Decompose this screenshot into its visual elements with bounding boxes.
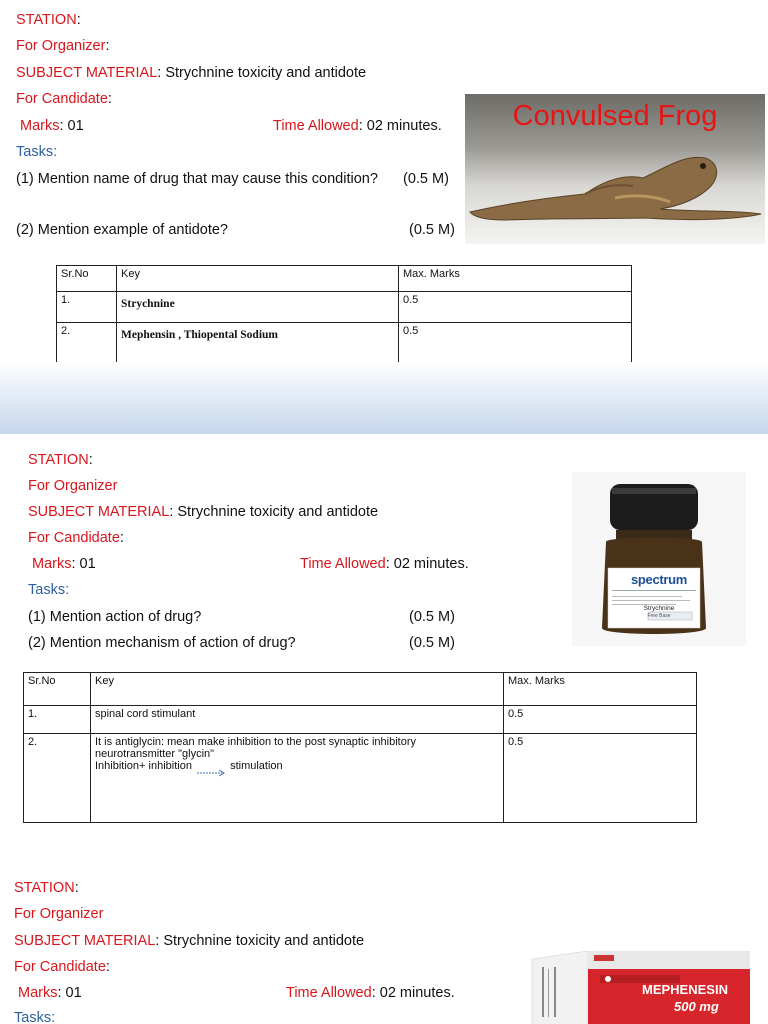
arrow-right-icon [195, 763, 227, 777]
time-line: Time Allowed: 02 minutes. [300, 556, 469, 572]
row-number: 1. [24, 706, 91, 734]
table-row [57, 292, 632, 323]
task-1-mark: (0.5 M) [403, 171, 449, 187]
marks-value: 01 [79, 556, 96, 572]
time-label: Time Allowed [273, 118, 359, 134]
subject-label: SUBJECT MATERIAL [16, 65, 158, 81]
candidate-line: For Candidate: [28, 530, 124, 546]
tasks-label: Tasks: [14, 1010, 56, 1024]
key-line-1: It is antiglycin: mean make inhibition to the post synaptic inhibitory [95, 736, 416, 748]
header-max-marks: Max. Marks [504, 673, 697, 706]
row-key: Mephensin , Thiopental Sodium [117, 323, 399, 384]
task-2-text: (2) Mention mechanism of action of drug? [28, 635, 296, 651]
organizer-label: For Organizer [28, 478, 118, 494]
task-1-mark: (0.5 M) [409, 609, 455, 625]
candidate-line: For Candidate: [14, 959, 110, 975]
row-number: 1. [57, 292, 117, 323]
row-number: 2. [57, 323, 117, 384]
task-2-mark: (0.5 M) [409, 222, 455, 238]
tasks-label: Tasks: [16, 144, 58, 160]
frog-caption: Convulsed Frog [512, 100, 718, 132]
candidate-label: For Candidate [14, 959, 106, 975]
candidate-label: For Candidate [28, 530, 120, 546]
subject-value: Strychnine toxicity and antidote [177, 504, 379, 520]
marks-label: Marks [32, 556, 72, 572]
task-1-text: (1) Mention action of drug? [28, 609, 202, 625]
station-line: STATION: [28, 452, 93, 468]
table-header-row [24, 673, 697, 706]
header-key: Key [91, 673, 504, 706]
slide-divider [0, 362, 768, 434]
box-dose: 500 mg [674, 999, 719, 1014]
time-value: 02 minutes. [366, 118, 442, 134]
row-key [91, 734, 504, 823]
station-section-1 [0, 0, 768, 368]
station-label: STATION [16, 12, 77, 28]
time-value: 02 minutes. [379, 985, 455, 1001]
marks-value: 01 [65, 985, 82, 1001]
row-key: Strychnine [117, 292, 399, 323]
subject-label: SUBJECT MATERIAL [14, 933, 156, 949]
task-1-text: (1) Mention name of drug that may cause this condition? [16, 171, 378, 187]
mephenesin-box-image [528, 947, 754, 1024]
organizer-line: For Organizer: [16, 38, 110, 54]
table-row [24, 706, 697, 734]
marks-line: Marks: 01 [20, 118, 84, 134]
station-section-3 [0, 852, 768, 1024]
organizer-label: For Organizer [16, 38, 106, 54]
tasks-label: Tasks: [28, 582, 70, 598]
header-key: Key [117, 266, 399, 292]
time-line: Time Allowed: 02 minutes. [273, 118, 442, 134]
box-brand: MEPHENESIN [642, 982, 728, 997]
station-line: STATION: [16, 12, 81, 28]
marks-line: Marks: 01 [32, 556, 96, 572]
task-2-text: (2) Mention example of antidote? [16, 222, 228, 238]
bottle-product: Strychnine [643, 605, 675, 612]
header-max-marks: Max. Marks [399, 266, 632, 292]
subject-line: SUBJECT MATERIAL: Strychnine toxicity and antidote [28, 504, 379, 520]
marks-label: Marks [20, 118, 60, 134]
table-row [24, 734, 697, 823]
strychnine-bottle-image [572, 472, 746, 646]
task-2-mark: (0.5 M) [409, 635, 455, 651]
marks-line: Marks: 01 [18, 985, 82, 1001]
organizer-label: For Organizer [14, 906, 104, 922]
time-value: 02 minutes. [393, 556, 469, 572]
time-label: Time Allowed [286, 985, 372, 1001]
bottle-brand: spectrum [630, 572, 688, 587]
row-mark: 0.5 [399, 292, 632, 323]
station-label: STATION [14, 880, 75, 896]
organizer-line [14, 905, 103, 923]
answer-key-table-2 [23, 672, 697, 823]
subject-label: SUBJECT MATERIAL [28, 504, 170, 520]
candidate-line: For Candidate: [16, 91, 112, 107]
subject-line: SUBJECT MATERIAL: Strychnine toxicity and antidote [14, 933, 365, 949]
station-section-2 [0, 434, 768, 844]
key-line-2: neurotransmitter "glycin" [95, 748, 215, 760]
stimulation-text: stimulation [230, 760, 283, 772]
subject-line: SUBJECT MATERIAL: Strychnine toxicity and antidote [16, 65, 367, 81]
table-header-row [57, 266, 632, 292]
header-srno: Sr.No [24, 673, 91, 706]
marks-value: 01 [67, 118, 84, 134]
convulsed-frog-image [465, 94, 765, 244]
bottle-illustration [572, 472, 746, 646]
row-mark: 0.5 [504, 734, 697, 823]
row-number: 2. [24, 734, 91, 823]
bottle-form: Free Base [647, 613, 671, 619]
subject-value: Strychnine toxicity and antidote [165, 65, 367, 81]
header-srno: Sr.No [57, 266, 117, 292]
station-label: STATION [28, 452, 89, 468]
time-label: Time Allowed [300, 556, 386, 572]
candidate-label: For Candidate [16, 91, 108, 107]
marks-label: Marks [18, 985, 58, 1001]
row-key: spinal cord stimulant [91, 706, 504, 734]
row-mark: 0.5 [399, 323, 632, 384]
inhibition-text: Inhibition+ inhibition [95, 760, 192, 772]
key-line-3 [95, 760, 499, 777]
row-mark: 0.5 [504, 706, 697, 734]
organizer-line [28, 477, 117, 495]
subject-value: Strychnine toxicity and antidote [163, 933, 365, 949]
station-line: STATION: [14, 880, 79, 896]
time-line: Time Allowed: 02 minutes. [286, 985, 455, 1001]
